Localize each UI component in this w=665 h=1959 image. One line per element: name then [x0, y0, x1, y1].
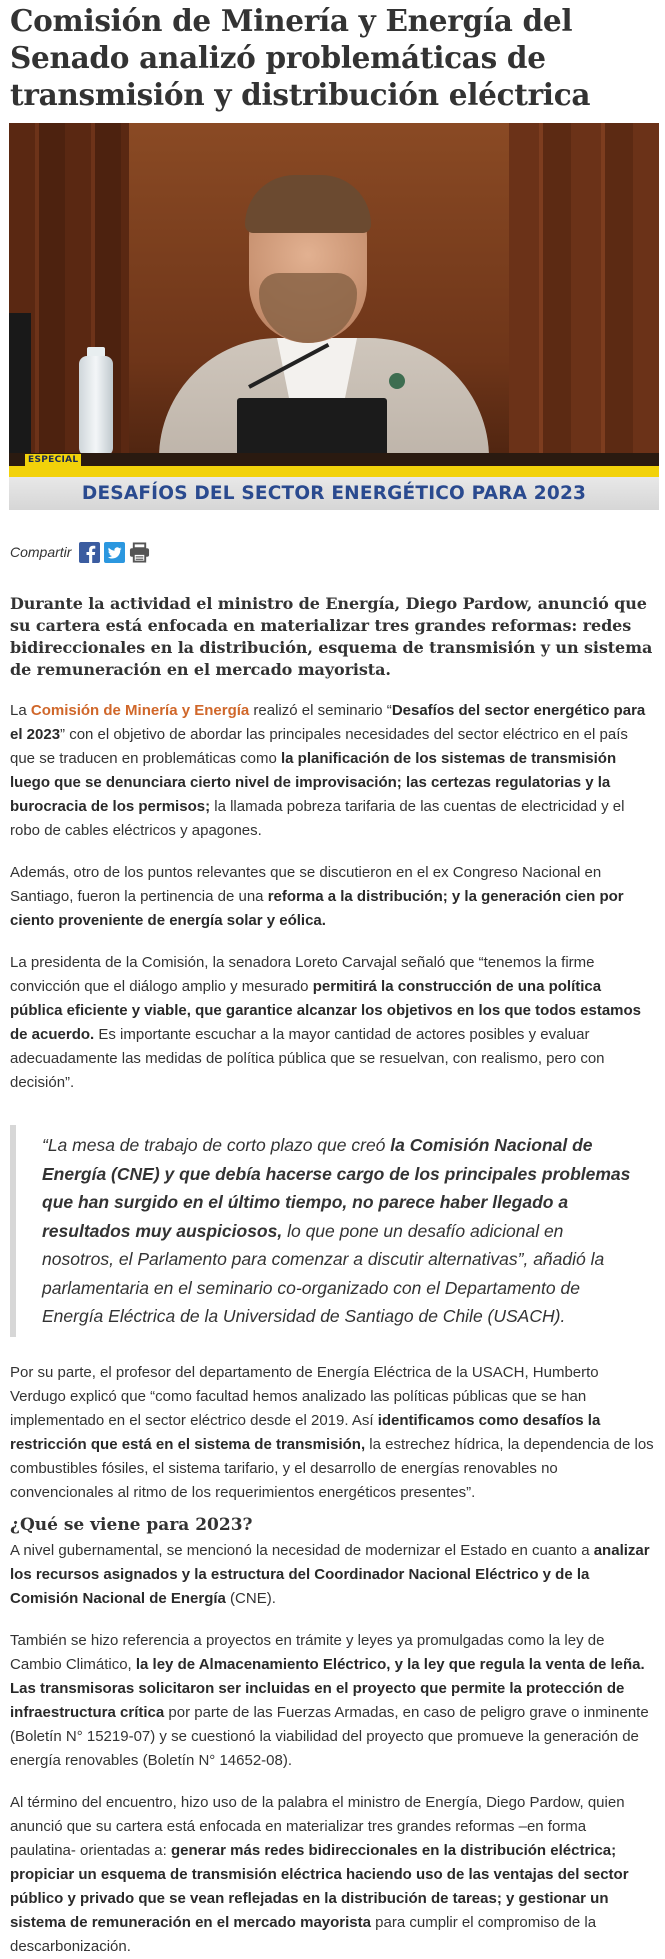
- paragraph-6: También se hizo referencia a proyectos en trámite y leyes ya promulgadas como la ley de Cambio Climático, la ley de Almacenamiento Eléctrico, y la ley que regula la venta de leña. Las transmisoras solicitaron ser incluidas en el proyecto que permite la protección de infraestructura crítica por parte de las Fuerzas Armadas, en caso de peligro grave o inminente (Boletín N° 15219-07) y se cuestionó la viabilidad del proyecto que promueve la generación de energía renovables (Boletín N° 14652-08).: [10, 1631, 649, 1769]
- special-label: ESPECIAL: [25, 454, 81, 466]
- paragraph-1: La Comisión de Minería y Energía realizó el seminario “Desafíos del sector energético para el 2023” con el objetivo de abordar las principales necesidades del sector eléctrico en el país que se traducen en problemáticas como la planificación de los sistemas de transmisión luego que se denunciara cierto nivel de improvisación; las certezas regulatorias y la burocracia de los permisos; la llamada pobreza tarifaria de las cuentas de electricidad y el robo de cables eléctricos y apagones.: [10, 702, 646, 839]
- paragraph-2: Además, otro de los puntos relevantes que se discutieron en el ex Congreso Nacional en Santiago, fueron la pertinencia de una reforma a la distribución; y la generación cien por ciento proveniente de energía solar y eólica.: [10, 864, 624, 929]
- twitter-icon[interactable]: [104, 542, 125, 563]
- paragraph-5: A nivel gubernamental, se mencionó la necesidad de modernizar el Estado en cuanto a analizar los recursos asignados y la estructura del Coordinador Nacional Eléctrico y de la Comisión Nacional de Energía (CNE).: [10, 1541, 650, 1607]
- pull-quote-text: “La mesa de trabajo de corto plazo que creó la Comisión Nacional de Energía (CNE) y que debía hacerse cargo de los principales problemas que han surgido en el último tiempo, no parece haber llegado a resultados muy auspiciosos, lo que pone un desafío adicional en nosotros, el Parlamento para comenzar a discutir alternativas”, añadió la parlamentaria en el seminario co-organizado con el Departamento de Energía Eléctrica de la Universidad de Santiago de Chile (USACH).: [42, 1135, 631, 1326]
- hero-banner-text: DESAFÍOS DEL SECTOR ENERGÉTICO PARA 2023: [81, 483, 587, 504]
- water-bottle: [79, 356, 113, 456]
- hero-banner: [9, 477, 659, 510]
- speaker-left: [9, 313, 31, 463]
- share-bar: [10, 535, 655, 569]
- pull-quote: [10, 1125, 655, 1337]
- paragraph-3: La presidenta de la Comisión, la senadora Loreto Carvajal señaló que “tenemos la firme convicción que el diálogo amplio y mesurado permitirá la construcción de una política pública eficiente y viable, que garantice alcanzar los objetivos en los que todos estamos de acuerdo. Es importante escuchar a la mayor cantidad de actores posibles y evaluar adecuadamente las medidas de política pública que se resuelvan, con realismo, pero con decisión”.: [10, 954, 642, 1091]
- commission-link[interactable]: Comisión de Minería y Energía: [30, 702, 250, 719]
- article-lead: Durante la actividad el ministro de Energía, Diego Pardow, anunció que su cartera está enfocada en materializar tres grandes reformas: redes bidireccionales en la distribución, esquema de transmisión y un sistema de remuneración en el mercado mayorista.: [10, 594, 653, 679]
- lapel-pin: [389, 373, 405, 389]
- wood-panel-right: [509, 123, 659, 463]
- page-title: Comisión de Minería y Energía del Senado analizó problemáticas de transmisión y distribución eléctrica: [10, 3, 591, 112]
- paragraph-4: Por su parte, el profesor del departamento de Energía Eléctrica de la USACH, Humberto Verdugo explicó que “como facultad hemos analizado las políticas públicas que se han implementado en el sector eléctrico desde el 2019. Así identificamos como desafíos la restricción que está en el sistema de transmisión, la estrechez hídrica, la dependencia de los combustibles fósiles, el sistema tarifario, y el desarrollo de energías renovables no convencionales al ritmo de los requerimientos energéticos presentes”.: [10, 1363, 654, 1501]
- hero-image: [9, 123, 659, 510]
- banner-stripe: [9, 466, 659, 477]
- facebook-icon[interactable]: [79, 542, 100, 563]
- paragraph-7: Al término del encuentro, hizo uso de la palabra el ministro de Energía, Diego Pardow, quien anunció que su cartera está enfocada en materializar tres grandes reformas –en forma paulatina- orientadas a: generar más redes bidireccionales en la distribución eléctrica; propiciar un esquema de transmisión eléctrica haciendo uso de las ventajas del sector público y privado que se vean reflejadas en la distribución de tareas; y gestionar un sistema de remuneración en el mercado mayorista para cumplir el compromiso de la descarbonización.: [10, 1793, 629, 1955]
- share-label: Compartir: [10, 544, 72, 560]
- print-icon[interactable]: [129, 542, 150, 563]
- desk: [9, 453, 659, 467]
- section-heading: ¿Qué se viene para 2023?: [10, 1514, 253, 1535]
